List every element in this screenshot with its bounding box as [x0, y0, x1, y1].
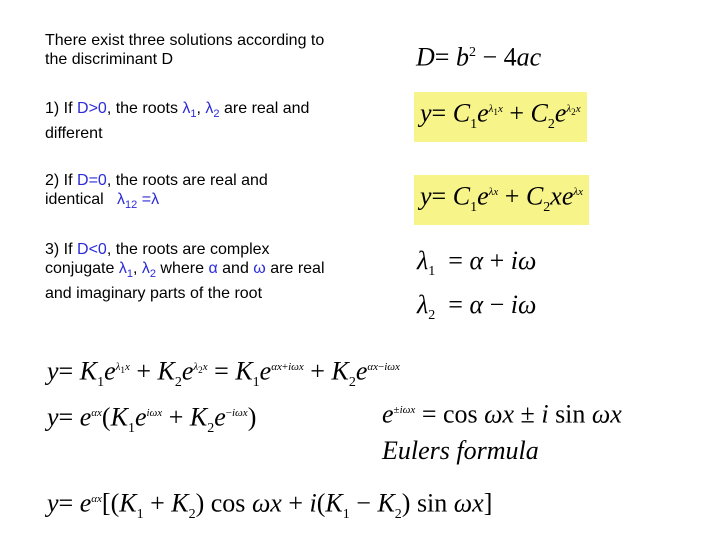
case1-text: 1) If D>0, the roots $\lambda_1$, $\lambda_2$ are real and different	[45, 100, 310, 143]
case2-text: 2) If D=0, the roots are real and identical $\lambda_{12} =\lambda$	[45, 172, 277, 212]
factored-solution: $y= e^{\alpha x}(K_1e^{i\omega x} + K_2e^{-i\omega x})$	[47, 402, 257, 436]
intro-text: There exist three solutions according to the discriminant D	[45, 32, 325, 68]
lambda1-complex: $\lambda_1 = \alpha + i\omega$	[417, 246, 537, 280]
final-solution: $y= e^{\alpha x}[(K_1 + K_2)$ $\cos \omega x + i(K_1 - K_2)$ sin ωx]	[47, 488, 493, 522]
euler-formula: $e^{\pm i\omega x} = \cos \omega x \pm i$ sin ωx	[382, 399, 622, 429]
solution-repeated-root: $y= C_1e^{\lambda x} + C_2xe^{\lambda x}$	[414, 175, 589, 225]
discriminant-formula: $D= b^2 - 4ac$	[416, 42, 542, 72]
lambda2-complex: $\lambda_2 = \alpha - i\omega$	[417, 290, 537, 324]
case3-text: 3) If D<0, the roots are complex conjugate $\lambda_1$, $\lambda_2$ where α and ω are real and imaginary parts of the root	[45, 241, 325, 303]
euler-formula-label: Eulers formula	[382, 436, 539, 465]
complex-solution-expansion: $y= K_1e^{\lambda_1x} + K_2e^{\lambda_2x} = K_1e^{\alpha x+i\omega x} + K_2e^{\alpha x-i\omega x}$	[47, 356, 400, 390]
solution-distinct-roots: $y= C_1e^{\lambda_1x} + C_2e^{\lambda_2x}$	[414, 92, 587, 142]
